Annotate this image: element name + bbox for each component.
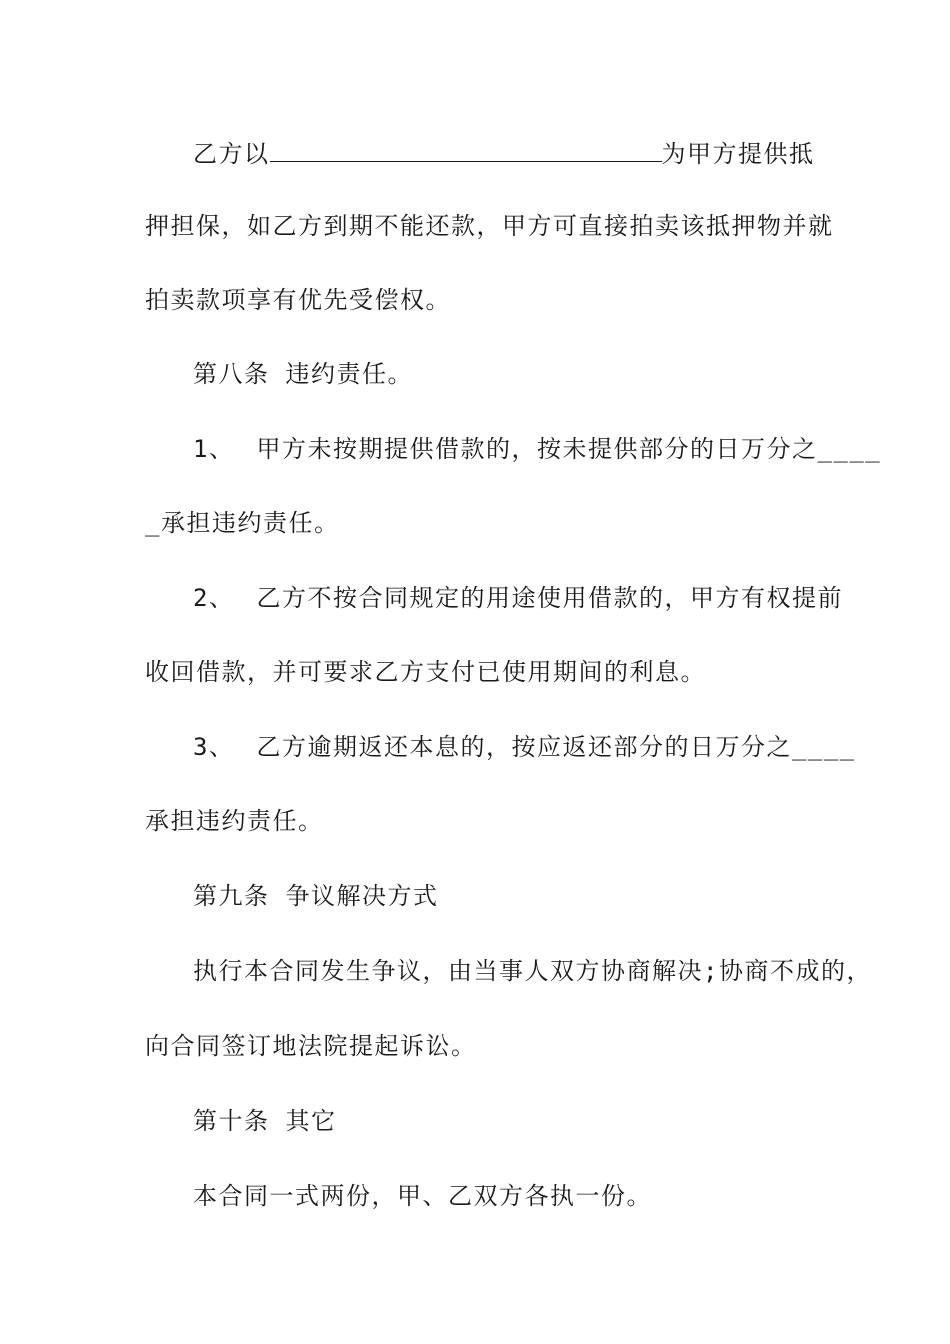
clause-1-line-1: [193, 433, 882, 465]
clause-text: 乙方逾期返还本息的，按应返还部分的日万分之____: [256, 733, 856, 761]
paragraph-copies: 本合同一式两份，甲、乙双方各执一份。: [193, 1182, 652, 1210]
clause-2-line-2: 收回借款，并可要求乙方支付已使用期间的利息。: [145, 658, 706, 686]
clause-2-line-1: [193, 582, 873, 614]
paragraph-collateral-line-3: 拍卖款项享有优先受偿权。: [145, 286, 451, 314]
section-title-article-8: 第八条 违约责任。: [193, 360, 413, 388]
section-title-article-10: 第十条 其它: [193, 1107, 337, 1135]
text-prefix: 乙方以: [193, 140, 270, 168]
clause-number: 1、: [193, 435, 235, 463]
fill-in-blank[interactable]: [270, 137, 662, 162]
section-title-article-9: 第九条 争议解决方式: [193, 882, 439, 910]
clause-3-line-2: 承担违约责任。: [145, 807, 324, 835]
clause-number: 3、: [193, 733, 235, 761]
paragraph-collateral-line-1: [193, 137, 873, 169]
text-suffix: 为甲方提供抵: [661, 140, 815, 168]
paragraph-dispute-line-2: 向合同签订地法院提起诉讼。: [145, 1032, 477, 1060]
clause-text: 乙方不按合同规定的用途使用借款的，甲方有权提前: [256, 584, 843, 612]
clause-1-line-2: _承担违约责任。: [145, 509, 340, 537]
clause-number: 2、: [193, 584, 235, 612]
clause-3-line-1: [193, 731, 873, 763]
paragraph-dispute-line-1: 执行本合同发生争议，由当事人双方协商解决;协商不成的，: [193, 957, 872, 985]
clause-text: 甲方未按期提供借款的，按未提供部分的日万分之____: [256, 435, 882, 463]
paragraph-collateral-line-2: 押担保，如乙方到期不能还款，甲方可直接拍卖该抵押物并就: [145, 212, 834, 240]
